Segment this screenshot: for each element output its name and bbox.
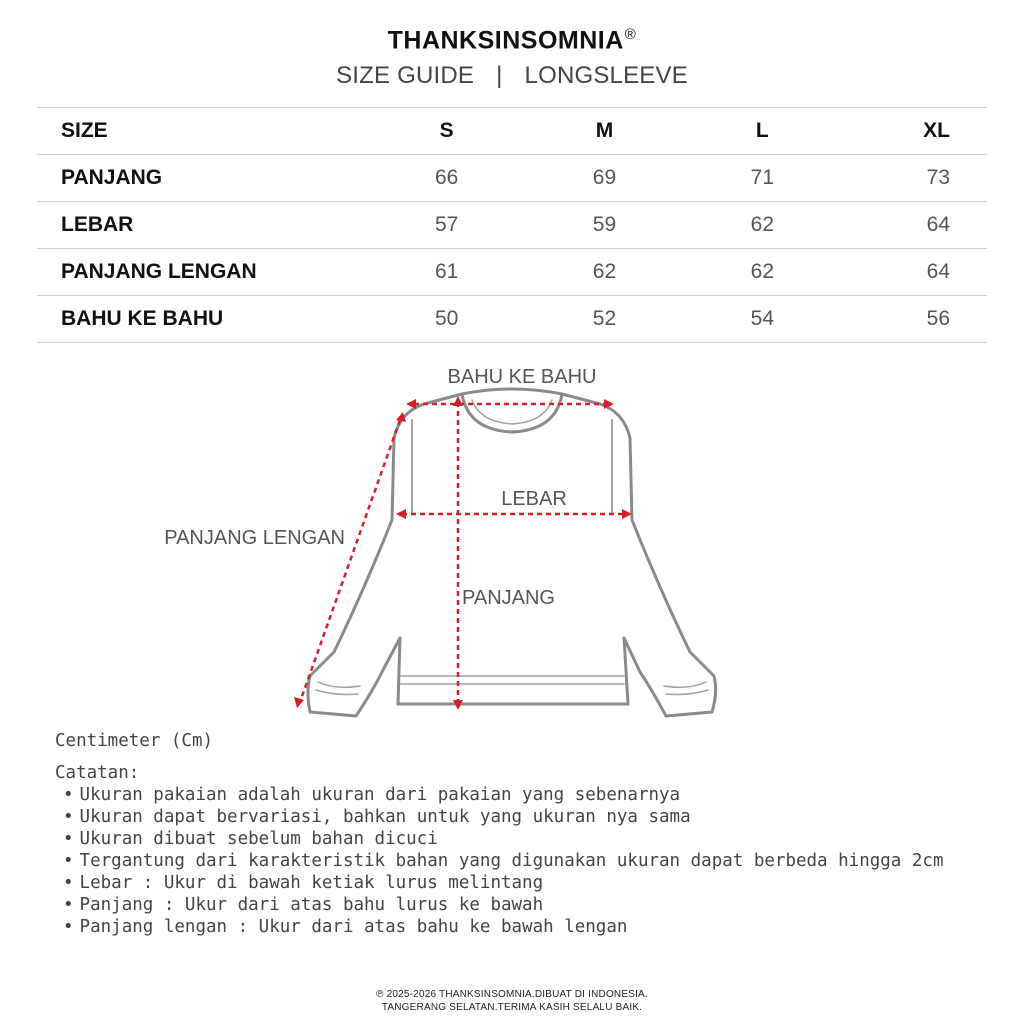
table-cell: 73 (926, 166, 950, 189)
bullet: • (63, 829, 74, 849)
measurement-lines (300, 402, 626, 704)
sleeve-label: PANJANG LENGAN (164, 527, 345, 549)
brand-title (0, 26, 1024, 55)
column-header-s: S (439, 119, 454, 142)
bullet: • (63, 807, 74, 827)
table-row (37, 155, 987, 202)
page-subtitle (0, 62, 1024, 90)
list-item (63, 850, 1015, 872)
footer-line-2: TANGERANG SELATAN.TERIMA KASIH SELALU BAIK. (381, 1002, 643, 1013)
table-row (37, 296, 987, 343)
title-separator: | (496, 62, 503, 89)
arrowhead (406, 399, 416, 409)
list-item (63, 806, 1015, 828)
footer-line-1: ℗ 2025-2026 THANKSINSOMNIA.DIBUAT DI INDONESIA. (376, 989, 648, 1000)
registered-mark: ® (624, 26, 637, 43)
row-label: PANJANG (61, 166, 163, 189)
list-item (63, 894, 1015, 916)
column-header-l: L (755, 119, 769, 142)
sleeve-measure-line (300, 420, 400, 702)
table-cell: 64 (926, 260, 950, 283)
table-cell: 50 (434, 307, 459, 330)
arrowhead (396, 509, 406, 519)
note-text: Panjang : Ukur dari atas bahu lurus ke bawah (79, 895, 544, 915)
list-item (63, 872, 1015, 894)
table-row (37, 249, 987, 296)
note-text: Lebar : Ukur di bawah ketiak lurus melintang (79, 873, 544, 893)
note-text: Ukuran pakaian adalah ukuran dari pakaian yang sebenarnya (79, 785, 681, 805)
unit-label: Centimeter (Cm) (55, 731, 214, 751)
table-cell: 56 (926, 307, 950, 330)
chest-label: LEBAR (501, 488, 567, 510)
arrowhead (396, 412, 406, 422)
table-cell: 54 (750, 307, 774, 330)
table-cell: 57 (434, 213, 459, 236)
longsleeve-diagram (0, 350, 1024, 720)
note-text: Tergantung dari karakteristik bahan yang digunakan ukuran dapat berbeda hingga 2cm (79, 851, 944, 871)
arrowhead (294, 697, 304, 708)
table-cell: 62 (750, 213, 774, 236)
notes-list (55, 784, 1015, 938)
shoulder-label: BAHU KE BAHU (447, 366, 597, 388)
table-cell: 66 (434, 166, 459, 189)
list-item (63, 784, 1015, 806)
notes-section (55, 730, 1015, 938)
table-cell: 59 (592, 213, 617, 236)
column-header-xl: XL (923, 119, 950, 142)
row-label: LEBAR (61, 213, 134, 236)
column-header-size: SIZE (61, 119, 108, 142)
table-cell: 69 (592, 166, 617, 189)
table-cell: 64 (926, 213, 950, 236)
bullet: • (63, 895, 74, 915)
note-text: Ukuran dapat bervariasi, bahkan untuk yang ukuran nya sama (79, 807, 691, 827)
table-cell: 52 (592, 307, 617, 330)
bullet: • (63, 917, 74, 937)
column-header-m: M (595, 119, 614, 142)
footer (0, 988, 1024, 1014)
measurement-arrowheads (294, 396, 632, 710)
bullet: • (63, 851, 74, 871)
table-cell: 61 (434, 260, 459, 283)
table-cell: 71 (750, 166, 774, 189)
size-table (37, 107, 987, 343)
length-label: PANJANG (462, 587, 555, 609)
table-cell: 62 (592, 260, 617, 283)
notes-heading: Catatan: (55, 763, 140, 783)
brand-name: THANKSINSOMNIA (387, 26, 624, 55)
bullet: • (63, 873, 74, 893)
row-label: BAHU KE BAHU (61, 307, 224, 330)
table-cell: 62 (750, 260, 774, 283)
note-text: Panjang lengan : Ukur dari atas bahu ke bawah lengan (79, 917, 628, 937)
table-header-row (37, 108, 987, 155)
list-item (63, 916, 1015, 938)
shirt-outline (308, 389, 716, 716)
product-name: LONGSLEEVE (524, 62, 688, 89)
bullet: • (63, 785, 74, 805)
table-row (37, 202, 987, 249)
guide-label: SIZE GUIDE (336, 62, 475, 89)
list-item (63, 828, 1015, 850)
note-text: Ukuran dibuat sebelum bahan dicuci (79, 829, 438, 849)
row-label: PANJANG LENGAN (61, 260, 257, 283)
